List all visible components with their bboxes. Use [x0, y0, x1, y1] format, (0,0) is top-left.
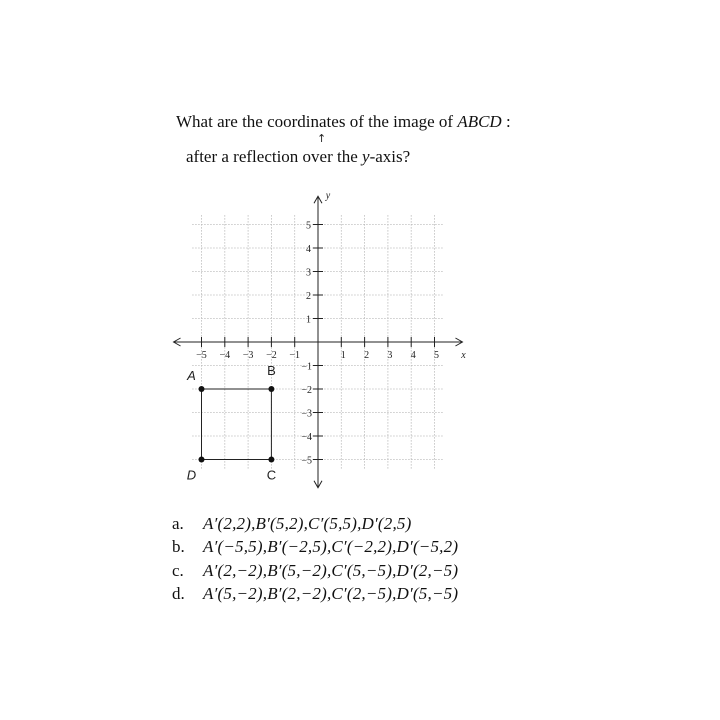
y-tick-label: −3	[301, 408, 312, 420]
axis-variable: y	[362, 147, 370, 166]
x-tick-label: −4	[219, 350, 231, 361]
x-axis-label: x	[461, 350, 466, 361]
arrow-cursor-icon: ↑	[317, 132, 327, 145]
y-tick-label: 1	[306, 314, 311, 326]
answer-choices	[172, 512, 458, 606]
x-tick-label: −2	[266, 350, 277, 361]
x-tick-label: −3	[242, 350, 254, 361]
vertex-point-c	[268, 457, 274, 463]
y-tick-label: −5	[301, 455, 312, 467]
vertex-label-b: B	[267, 363, 276, 378]
choice-answer: A′(−5,5),B′(−2,5),C′(−2,2),D′(−5,2)	[203, 537, 459, 557]
x-tick-label: 5	[434, 350, 439, 361]
x-tick-label: −1	[289, 350, 301, 361]
choice-c[interactable]	[172, 559, 458, 583]
choice-letter: b.	[172, 537, 185, 557]
vertex-point-a	[199, 386, 205, 392]
choice-answer: A′(5,−2),B′(2,−2),C′(2,−5),D′(5,−5)	[203, 584, 459, 604]
choice-letter: d.	[172, 584, 185, 604]
y-tick-label: 5	[306, 220, 311, 232]
question-variable: ABCD	[457, 112, 502, 131]
y-tick-label: 2	[306, 291, 311, 302]
x-tick-label: −5	[196, 350, 207, 361]
choice-letter: c.	[172, 560, 184, 580]
choice-answer: A′(2,2),B′(5,2),C′(5,5),D′(2,5)	[203, 513, 412, 533]
y-tick-label: 3	[306, 267, 311, 279]
choice-a[interactable]	[172, 512, 458, 536]
quadrilateral-abcd	[202, 389, 272, 460]
vertex-point-d	[199, 457, 205, 463]
x-tick-label: 3	[387, 350, 393, 361]
x-tick-label: 1	[340, 350, 346, 361]
x-tick-label: 2	[364, 350, 370, 361]
question-suffix: :	[501, 112, 511, 131]
y-tick-label: −4	[301, 432, 312, 443]
choice-d[interactable]	[172, 583, 458, 607]
vertex-label-a: A	[187, 368, 196, 383]
vertex-label-d: D	[186, 467, 197, 483]
question-text: What are the coordinates of the image of	[176, 112, 458, 131]
choice-answer: A′(2,−2),B′(5,−2),C′(5,−5),D′(2,−5)	[203, 560, 459, 580]
vertex-label-c: C	[266, 467, 277, 483]
y-axis-label: y	[325, 190, 331, 202]
question-text-2: after a reflection over the	[186, 147, 363, 166]
question-suffix-2: -axis?	[369, 147, 411, 166]
y-tick-label: −2	[301, 385, 312, 396]
choice-letter: a.	[172, 513, 184, 533]
y-tick-label: 4	[306, 244, 311, 255]
x-tick-label: 4	[410, 350, 416, 361]
choice-b[interactable]	[172, 536, 458, 560]
vertex-point-b	[268, 386, 274, 392]
y-tick-label: −1	[301, 361, 312, 373]
